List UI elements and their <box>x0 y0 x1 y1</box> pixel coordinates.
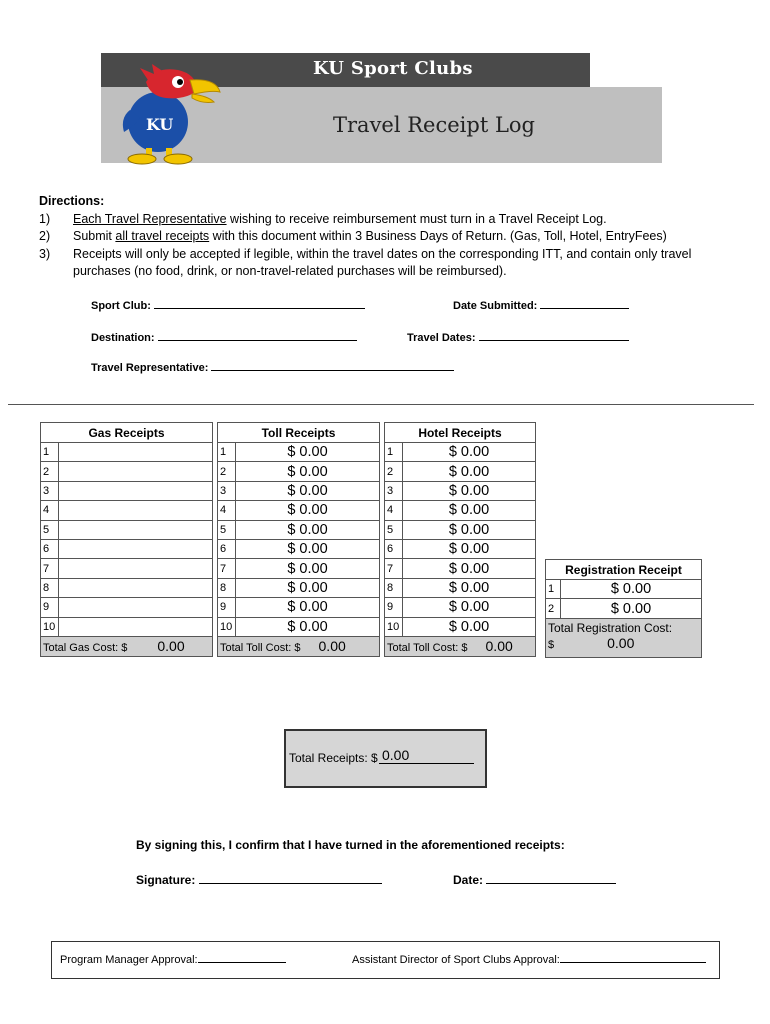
hotel-total: 0.00 <box>485 638 513 655</box>
registration-receipt-table <box>545 559 702 658</box>
toll-value[interactable]: $ 0.00 <box>236 617 380 636</box>
table-row: 2 $ 0.00 <box>546 599 702 618</box>
hotel-value[interactable]: $ 0.00 <box>403 539 536 558</box>
gas-value[interactable] <box>59 598 213 617</box>
sport-club-input[interactable] <box>154 297 365 309</box>
table-row: 1 $ 0.00 <box>218 443 380 462</box>
hotel-total-row: Total Toll Cost: $ 0.00 <box>385 636 536 656</box>
table-row: 1 $ 0.00 <box>385 443 536 462</box>
table-row: 7 $ 0.00 <box>385 559 536 578</box>
direction-item: 2) Submit all travel receipts with this document within 3 Business Days of Return. (Gas, Toll, Hotel, EntryFees) <box>39 229 667 243</box>
gas-value[interactable] <box>59 559 213 578</box>
sport-club-label: Sport Club: <box>91 300 151 312</box>
travel-rep-field <box>91 359 454 374</box>
direction-item: 1) Each Travel Representative wishing to receive reimbursement must turn in a Travel Receipt Log. <box>39 211 607 226</box>
date-field <box>453 871 616 887</box>
hotel-value[interactable]: $ 0.00 <box>403 617 536 636</box>
hotel-title: Hotel Receipts <box>385 423 536 443</box>
table-row: 5 $ 0.00 <box>218 520 380 539</box>
section-divider <box>8 404 754 405</box>
table-row: 5 $ 0.00 <box>385 520 536 539</box>
gas-value[interactable] <box>59 481 213 500</box>
signature-input[interactable] <box>199 871 382 884</box>
gas-receipts-table <box>40 422 213 657</box>
registration-value[interactable]: $ 0.00 <box>561 580 702 599</box>
org-name: KU Sport Clubs <box>313 58 473 79</box>
registration-total: 0.00 <box>607 634 635 651</box>
table-row: 5 <box>41 520 213 539</box>
table-row: 3 $ 0.00 <box>385 481 536 500</box>
destination-label: Destination: <box>91 332 155 344</box>
toll-total: 0.00 <box>318 638 346 655</box>
toll-value[interactable]: $ 0.00 <box>236 501 380 520</box>
table-row: 7 <box>41 559 213 578</box>
toll-title: Toll Receipts <box>218 423 380 443</box>
table-row: 10 $ 0.00 <box>218 617 380 636</box>
directions <box>39 193 729 281</box>
table-row: 4 $ 0.00 <box>218 501 380 520</box>
registration-title: Registration Receipt <box>546 560 702 580</box>
table-row: 10 $ 0.00 <box>385 617 536 636</box>
directions-heading: Directions: <box>39 194 105 208</box>
gas-value[interactable] <box>59 501 213 520</box>
hotel-value[interactable]: $ 0.00 <box>403 578 536 597</box>
travel-rep-input[interactable] <box>211 359 454 371</box>
logo-letters: KU <box>146 115 174 134</box>
date-submitted-input[interactable] <box>540 297 629 309</box>
gas-value[interactable] <box>59 443 213 462</box>
hotel-value[interactable]: $ 0.00 <box>403 462 536 481</box>
total-receipts-value: 0.00 <box>379 747 474 764</box>
hotel-value[interactable]: $ 0.00 <box>403 443 536 462</box>
registration-value[interactable]: $ 0.00 <box>561 599 702 618</box>
table-row: 6 $ 0.00 <box>385 539 536 558</box>
toll-receipts-table <box>217 422 380 657</box>
table-row: 2 $ 0.00 <box>385 462 536 481</box>
assistant-director-input[interactable] <box>560 952 706 963</box>
travel-rep-label: Travel Representative: <box>91 362 209 374</box>
table-row: 2 <box>41 462 213 481</box>
signature-field <box>136 871 382 887</box>
destination-field <box>91 329 357 344</box>
toll-value[interactable]: $ 0.00 <box>236 462 380 481</box>
direction-item: 3) Receipts will only be accepted if legible, within the travel dates on the corresponding ITT, and contain only travel purchases (no food, drink, or non-travel-related purchases will be reimbursed). <box>39 246 692 278</box>
gas-total: 0.00 <box>157 638 185 655</box>
date-input[interactable] <box>486 871 616 884</box>
table-row: 4 <box>41 501 213 520</box>
travel-dates-label: Travel Dates: <box>407 332 476 344</box>
table-row: 8 <box>41 578 213 597</box>
toll-total-row: Total Toll Cost: $ 0.00 <box>218 636 380 656</box>
travel-dates-field <box>407 329 629 344</box>
toll-value[interactable]: $ 0.00 <box>236 443 380 462</box>
gas-value[interactable] <box>59 520 213 539</box>
hotel-value[interactable]: $ 0.00 <box>403 501 536 520</box>
gas-value[interactable] <box>59 539 213 558</box>
page-title: Travel Receipt Log <box>333 113 535 137</box>
gas-total-row: Total Gas Cost: $ 0.00 <box>41 636 213 656</box>
confirmation-statement: By signing this, I confirm that I have turned in the aforementioned receipts: <box>136 838 565 852</box>
table-row: 10 <box>41 617 213 636</box>
assistant-director-approval: Assistant Director of Sport Clubs Approval: <box>352 952 706 966</box>
table-row: 3 <box>41 481 213 500</box>
program-manager-input[interactable] <box>198 952 286 963</box>
registration-total-row: Total Registration Cost: $ 0.00 <box>546 618 702 657</box>
date-submitted-label: Date Submitted: <box>453 300 538 312</box>
table-row: 2 $ 0.00 <box>218 462 380 481</box>
toll-value[interactable]: $ 0.00 <box>236 578 380 597</box>
table-row: 8 $ 0.00 <box>218 578 380 597</box>
table-row: 4 $ 0.00 <box>385 501 536 520</box>
toll-value[interactable]: $ 0.00 <box>236 520 380 539</box>
table-row: 8 $ 0.00 <box>385 578 536 597</box>
toll-value[interactable]: $ 0.00 <box>236 598 380 617</box>
approval-box <box>51 941 720 979</box>
table-row: 9 <box>41 598 213 617</box>
table-row: 9 $ 0.00 <box>218 598 380 617</box>
total-receipts-box <box>284 729 487 788</box>
table-row: 7 $ 0.00 <box>218 559 380 578</box>
gas-value[interactable] <box>59 578 213 597</box>
hotel-receipts-table <box>384 422 536 657</box>
toll-value[interactable]: $ 0.00 <box>236 481 380 500</box>
date-submitted-field <box>453 297 629 312</box>
total-receipts-label: Total Receipts: $ <box>289 751 378 765</box>
hotel-value[interactable]: $ 0.00 <box>403 598 536 617</box>
date-label: Date: <box>453 873 484 887</box>
gas-title: Gas Receipts <box>41 423 213 443</box>
table-row: 3 $ 0.00 <box>218 481 380 500</box>
sport-club-field <box>91 297 365 312</box>
table-row: 1 <box>41 443 213 462</box>
table-row: 9 $ 0.00 <box>385 598 536 617</box>
hotel-value[interactable]: $ 0.00 <box>403 481 536 500</box>
gas-value[interactable] <box>59 462 213 481</box>
table-row: 6 <box>41 539 213 558</box>
toll-value[interactable]: $ 0.00 <box>236 559 380 578</box>
table-row: 1 $ 0.00 <box>546 580 702 599</box>
signature-label: Signature: <box>136 873 196 887</box>
travel-dates-input[interactable] <box>479 329 629 341</box>
gas-value[interactable] <box>59 617 213 636</box>
hotel-value[interactable]: $ 0.00 <box>403 559 536 578</box>
table-row: 6 $ 0.00 <box>218 539 380 558</box>
hotel-value[interactable]: $ 0.00 <box>403 520 536 539</box>
toll-value[interactable]: $ 0.00 <box>236 539 380 558</box>
program-manager-approval: Program Manager Approval: <box>60 952 286 966</box>
jayhawk-logo <box>116 60 226 165</box>
destination-input[interactable] <box>158 329 357 341</box>
